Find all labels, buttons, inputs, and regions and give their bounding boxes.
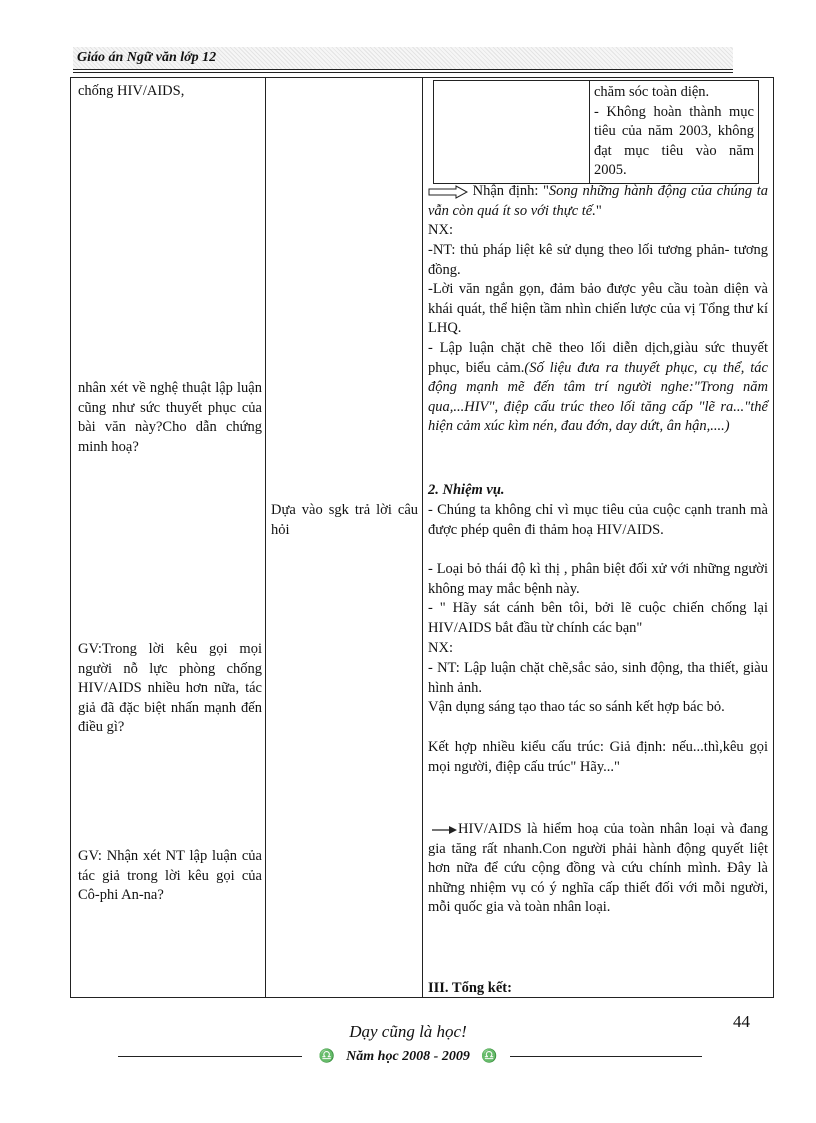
header-rule [73, 72, 733, 73]
inner-table-cell: chăm sóc toàn diện. - Không hoàn thành mục tiêu của năm 2003, không đạt mục tiêu vào năm 2005. [594, 84, 754, 179]
arrow-right-icon [428, 825, 458, 835]
nx-label-2: NX: [428, 640, 453, 656]
left-continuation: chống HIV/AIDS, [78, 83, 185, 99]
lap-luan: - Lập luận chặt chẽ theo lối diễn dịch,giàu sức thuyết phục, biểu cảm.(Số liệu đưa ra thuyết phục, cụ thể, tác động mạnh mẽ đến tâm trí người nghe:"Trong năm qua,...HIV", điệp cấu trúc theo lối tăng cấp "lẽ ra..."thể hiện cảm xúc kìm nén, đau đớn, day dứt, ân hận,....) [428, 340, 768, 435]
student-activity-column [271, 78, 418, 997]
teacher-questions-column [78, 78, 262, 997]
loi-van: -Lời văn ngắn gọn, đảm bảo được yêu cầu toàn diện và khái quát, thể hiện tầm nhìn chiến lược của vị Tổng thư kí LHQ. [428, 281, 768, 337]
student-activity-text: Dựa vào sgk trả lời câu hỏi [271, 502, 418, 538]
ket-hop: Kết hợp nhiều kiểu cấu trúc: Giả định: nếu...thì,kêu gọi mọi người, điệp cấu trúc" Hãy..." [428, 739, 768, 775]
libra-icon: ♎ [318, 1048, 335, 1063]
libra-icon: ♎ [481, 1048, 498, 1063]
footer-year: ♎ Năm học 2008 - 2009 ♎ [318, 1048, 498, 1064]
content-column [428, 78, 768, 997]
section-nhiem-vu: 2. Nhiệm vụ. [428, 482, 505, 498]
column-divider-2 [422, 78, 423, 997]
question-art-of-argument: nhân xét về nghệ thuật lập luận cũng như sức thuyết phục của bài văn này?Cho dẫn chứng minh hoạ? [78, 380, 262, 455]
section-tong-ket: III. Tổng kết: [428, 980, 512, 996]
footer-motto: Dạy cũng là học! [349, 1022, 467, 1041]
nhiem-vu-3: - " Hãy sát cánh bên tôi, bởi lẽ cuộc chiến chống lại HIV/AIDS bắt đầu từ chính các bạn" [428, 600, 768, 636]
page-number: 44 [733, 1012, 750, 1031]
nx-label-1: NX: [428, 222, 453, 238]
question-emphasis: GV:Trong lời kêu gọi mọi người nỗ lực phòng chống HIV/AIDS nhiều hơn nữa, tác giả đã đặc biệt nhấn mạnh đến điều gì? [78, 641, 262, 736]
lesson-table [70, 77, 774, 998]
header-title: Giáo án Ngữ văn lớp 12 [77, 50, 217, 65]
nhiem-vu-1: - Chúng ta không chỉ vì mục tiêu của cuộc cạnh tranh mà được phép quên đi thảm hoạ HIV/AIDS. [428, 502, 768, 538]
nt-2: - NT: Lập luận chặt chẽ,sắc sảo, sinh động, tha thiết, giàu hình ảnh. [428, 660, 768, 696]
double-arrow-icon [428, 185, 468, 199]
nhan-dinh: Nhận định: "Song những hành động của chúng ta vẫn còn quá ít so với thực tế." [428, 183, 768, 219]
question-appeal-art: GV: Nhận xét NT lập luận của tác giả trong lời kêu gọi của Cô-phi An-na? [78, 848, 262, 904]
column-divider-1 [265, 78, 266, 997]
conclusion: HIV/AIDS là hiểm hoạ của toàn nhân loại và đang gia tăng rất nhanh.Con người phải hành động quyết liệt hơn nữa để cứu cộng đồng và cứu chính mình. Đây là những nhiệm vụ có ý nghĩa cấp thiết đối với mỗi người, mỗi quốc gia và toàn nhân loại. [428, 821, 768, 916]
page-header [73, 47, 733, 70]
nhiem-vu-2: - Loại bỏ thái độ kì thị , phân biệt đối xử với những người không may mắc bệnh này. [428, 561, 768, 597]
nt-list: -NT: thủ pháp liệt kê sử dụng theo lối tương phản- tương đồng. [428, 242, 768, 278]
van-dung: Vận dụng sáng tạo thao tác so sánh kết hợp bác bỏ. [428, 699, 725, 715]
